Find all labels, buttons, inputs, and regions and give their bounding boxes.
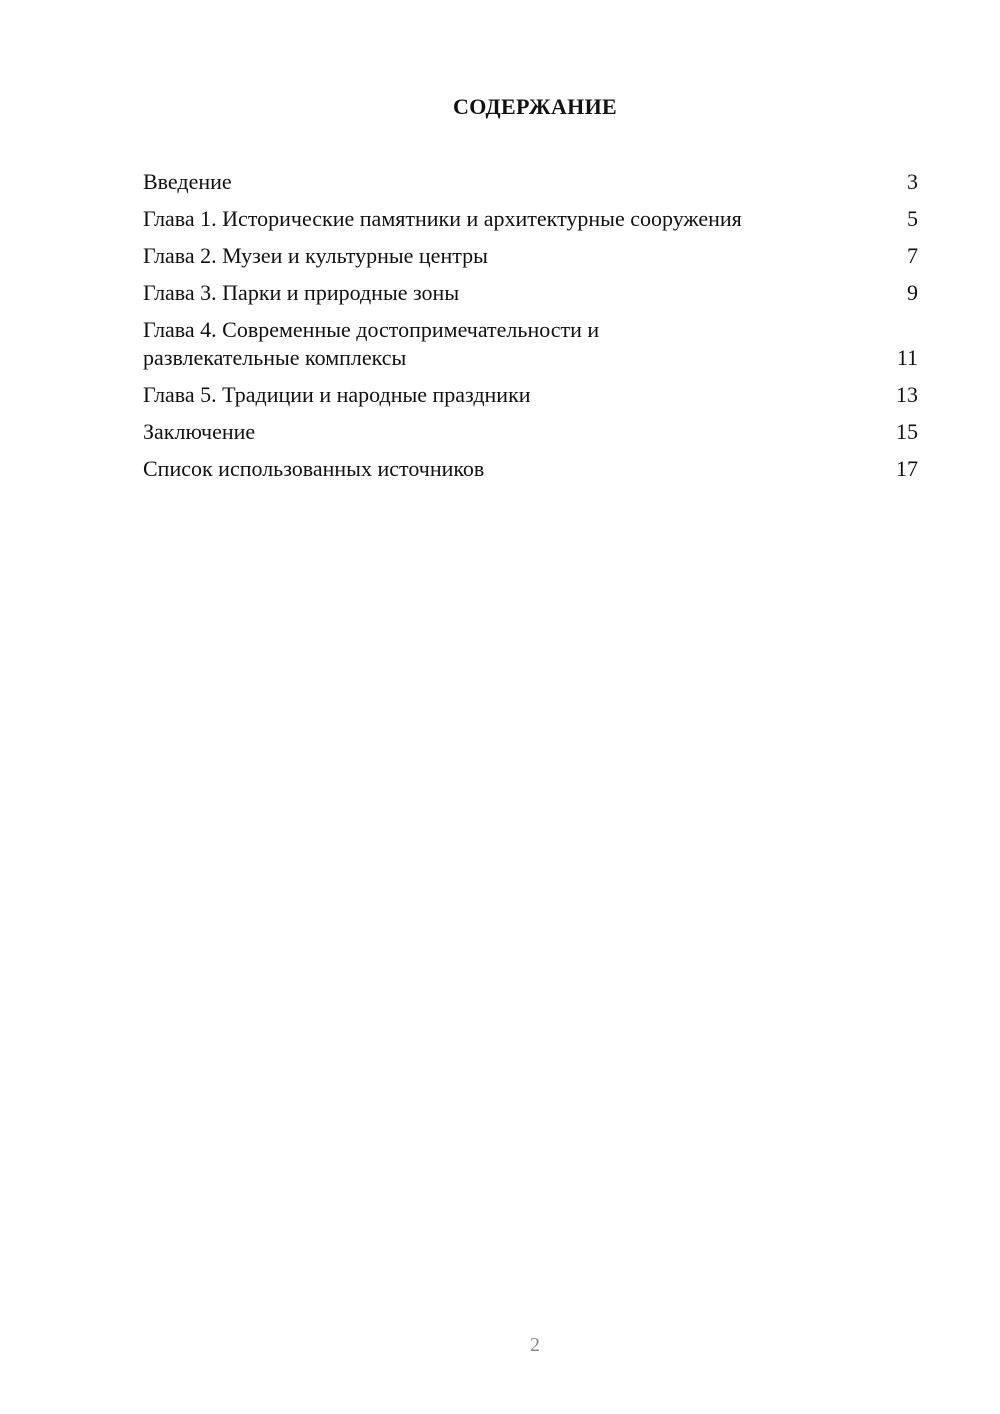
toc-entry-page: 7 (907, 243, 918, 268)
toc-entry-page: 17 (896, 456, 918, 481)
toc-entry (143, 168, 918, 196)
toc-entry (143, 381, 918, 409)
toc-entry-label: Глава 1. Исторические памятники и архитектурные сооружения (143, 206, 742, 231)
toc-entry (143, 316, 918, 372)
toc-entry-label: Введение (143, 169, 232, 194)
table-of-contents (143, 168, 918, 492)
page-title: СОДЕРЖАНИЕ (453, 94, 617, 119)
toc-entry-page: 13 (896, 382, 918, 407)
toc-entry-label: Список использованных источников (143, 456, 485, 481)
toc-entry-label: Глава 4. Современные достопримечательности и развлекательные комплексы (143, 317, 600, 370)
toc-entry-label: Глава 3. Парки и природные зоны (143, 280, 460, 305)
toc-entry (143, 205, 918, 233)
toc-entry-page: 15 (896, 419, 918, 444)
toc-entry-page: 3 (907, 169, 918, 194)
toc-entry-label: Глава 2. Музеи и культурные центры (143, 243, 488, 268)
toc-entry (143, 242, 918, 270)
toc-entry-label: Глава 5. Традиции и народные праздники (143, 382, 531, 407)
toc-entry-label: Заключение (143, 419, 256, 444)
toc-entry (143, 418, 918, 446)
toc-entry-page: 5 (907, 206, 918, 231)
toc-entry (143, 279, 918, 307)
toc-entry (143, 455, 918, 483)
toc-entry-page: 11 (896, 345, 918, 370)
toc-entry-page: 9 (907, 280, 918, 305)
page-number: 2 (530, 1334, 540, 1356)
